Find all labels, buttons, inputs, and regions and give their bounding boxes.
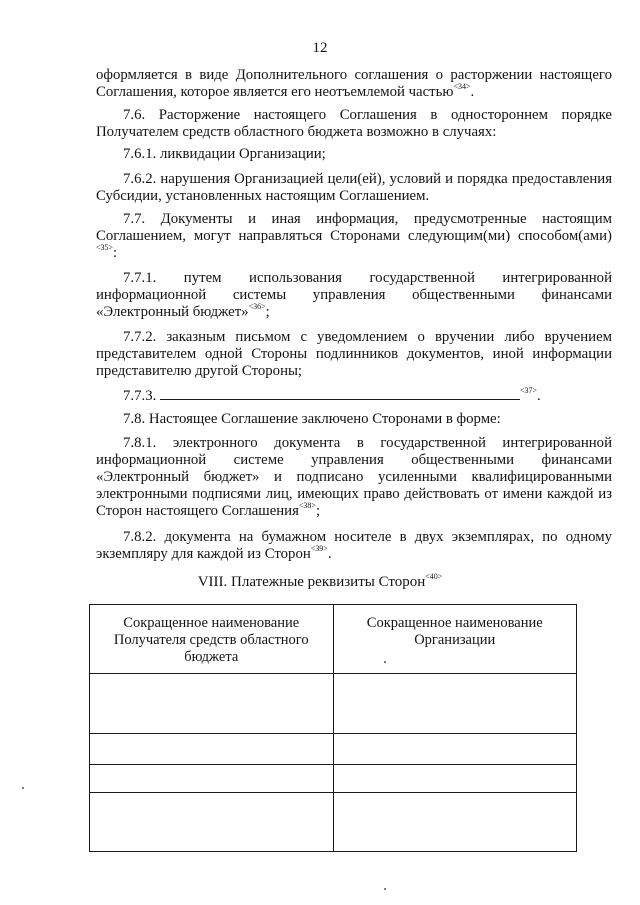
paragraph-text: 7.6. Расторжение настоящего Соглашения в одностороннем порядке Получателем средств областного бюджета возможно в случаях:	[96, 107, 612, 140]
paragraph-7-8-1	[96, 435, 612, 520]
table-row	[90, 734, 577, 765]
paragraph-text: 7.6.2. нарушения Организацией цели(ей), условий и порядка предоставления Субсидии, установленных настоящим Соглашением.	[96, 171, 612, 204]
footnote-ref: <37>	[520, 386, 538, 395]
paragraph-7-8-2	[96, 529, 612, 563]
paragraph-7-7-2	[96, 329, 612, 380]
paragraph-tail: :	[113, 245, 118, 261]
paragraph-text: 7.6.1. ликвидации Организации;	[123, 146, 326, 162]
table-cell	[333, 674, 577, 734]
footnote-ref: <34>	[453, 82, 471, 91]
table-row	[90, 793, 577, 852]
footnote-ref: <38>	[298, 501, 316, 510]
footnote-ref: <35>	[96, 243, 114, 252]
table-header-row	[90, 605, 577, 674]
paragraph-text: оформляется в виде Дополнительного соглашения о расторжении настоящего Соглашения, которое является его неотъемлемой частью	[96, 67, 612, 100]
paragraph-7-7-1	[96, 270, 612, 321]
paragraph-termination-agreement	[96, 67, 612, 101]
paragraph-7-7	[96, 211, 612, 262]
footnote-ref: <39>	[310, 544, 328, 553]
table-cell	[90, 793, 334, 852]
table-header-cell: Сокращенное наименование Получателя средств областного бюджета	[90, 605, 334, 674]
paragraph-text: 7.8.2. документа на бумажном носителе в двух экземплярах, по одному экземпляру для каждой из Сторон	[96, 529, 612, 562]
table-cell	[333, 765, 577, 793]
paragraph-7-6	[96, 107, 612, 141]
table-cell	[333, 734, 577, 765]
paragraph-7-7-3	[96, 387, 612, 405]
paragraph-text: 7.7. Документы и иная информация, предусмотренные настоящим Соглашением, могут направляться Сторонами следующим(ми) способом(ами)	[96, 211, 612, 244]
page-number: 12	[312, 40, 328, 56]
section-heading-text: VIII. Платежные реквизиты Сторон	[197, 574, 426, 590]
paragraph-text: 7.7.2. заказным письмом с уведомлением о вручении либо вручением представителем одной Стороны подлинников документов, иной информации представителю другой Стороны;	[96, 329, 612, 379]
table-row	[90, 765, 577, 793]
paragraph-text: 7.8. Настоящее Соглашение заключено Сторонами в форме:	[123, 411, 501, 427]
payment-details-table	[89, 604, 577, 852]
paragraph-tail: ;	[315, 503, 321, 519]
paragraph-7-6-2	[96, 171, 612, 205]
scan-speck	[384, 661, 386, 663]
scan-speck	[22, 787, 24, 789]
table-header-cell: Сокращенное наименование Организации	[333, 605, 577, 674]
table-cell	[90, 765, 334, 793]
table-cell	[90, 734, 334, 765]
paragraph-text: 7.8.1. электронного документа в государственной интегрированной информационной системе управления общественными финансами «Электронный бюджет» и подписано усиленными квалифицированными электронными подписями лиц, имеющих право действовать от имени каждой из Сторон настоящего Соглашения	[96, 435, 612, 519]
paragraph-7-6-1	[96, 146, 612, 163]
section-heading	[0, 574, 640, 591]
paragraph-7-8	[96, 411, 612, 428]
paragraph-text: 7.7.1. путем использования государственной интегрированной информационной системы управления общественными финансами «Электронный бюджет»	[96, 270, 612, 320]
paragraph-tail: .	[327, 546, 332, 562]
scan-speck	[384, 888, 386, 890]
table-row	[90, 674, 577, 734]
paragraph-text: 7.7.3.	[123, 388, 157, 404]
blank-line	[160, 387, 520, 400]
table-cell	[90, 674, 334, 734]
paragraph-tail: .	[537, 388, 541, 404]
footnote-ref: <36>	[248, 302, 266, 311]
paragraph-tail: ;	[265, 304, 270, 320]
paragraph-tail: .	[470, 84, 475, 100]
footnote-ref: <40>	[425, 572, 443, 581]
table-cell	[333, 793, 577, 852]
